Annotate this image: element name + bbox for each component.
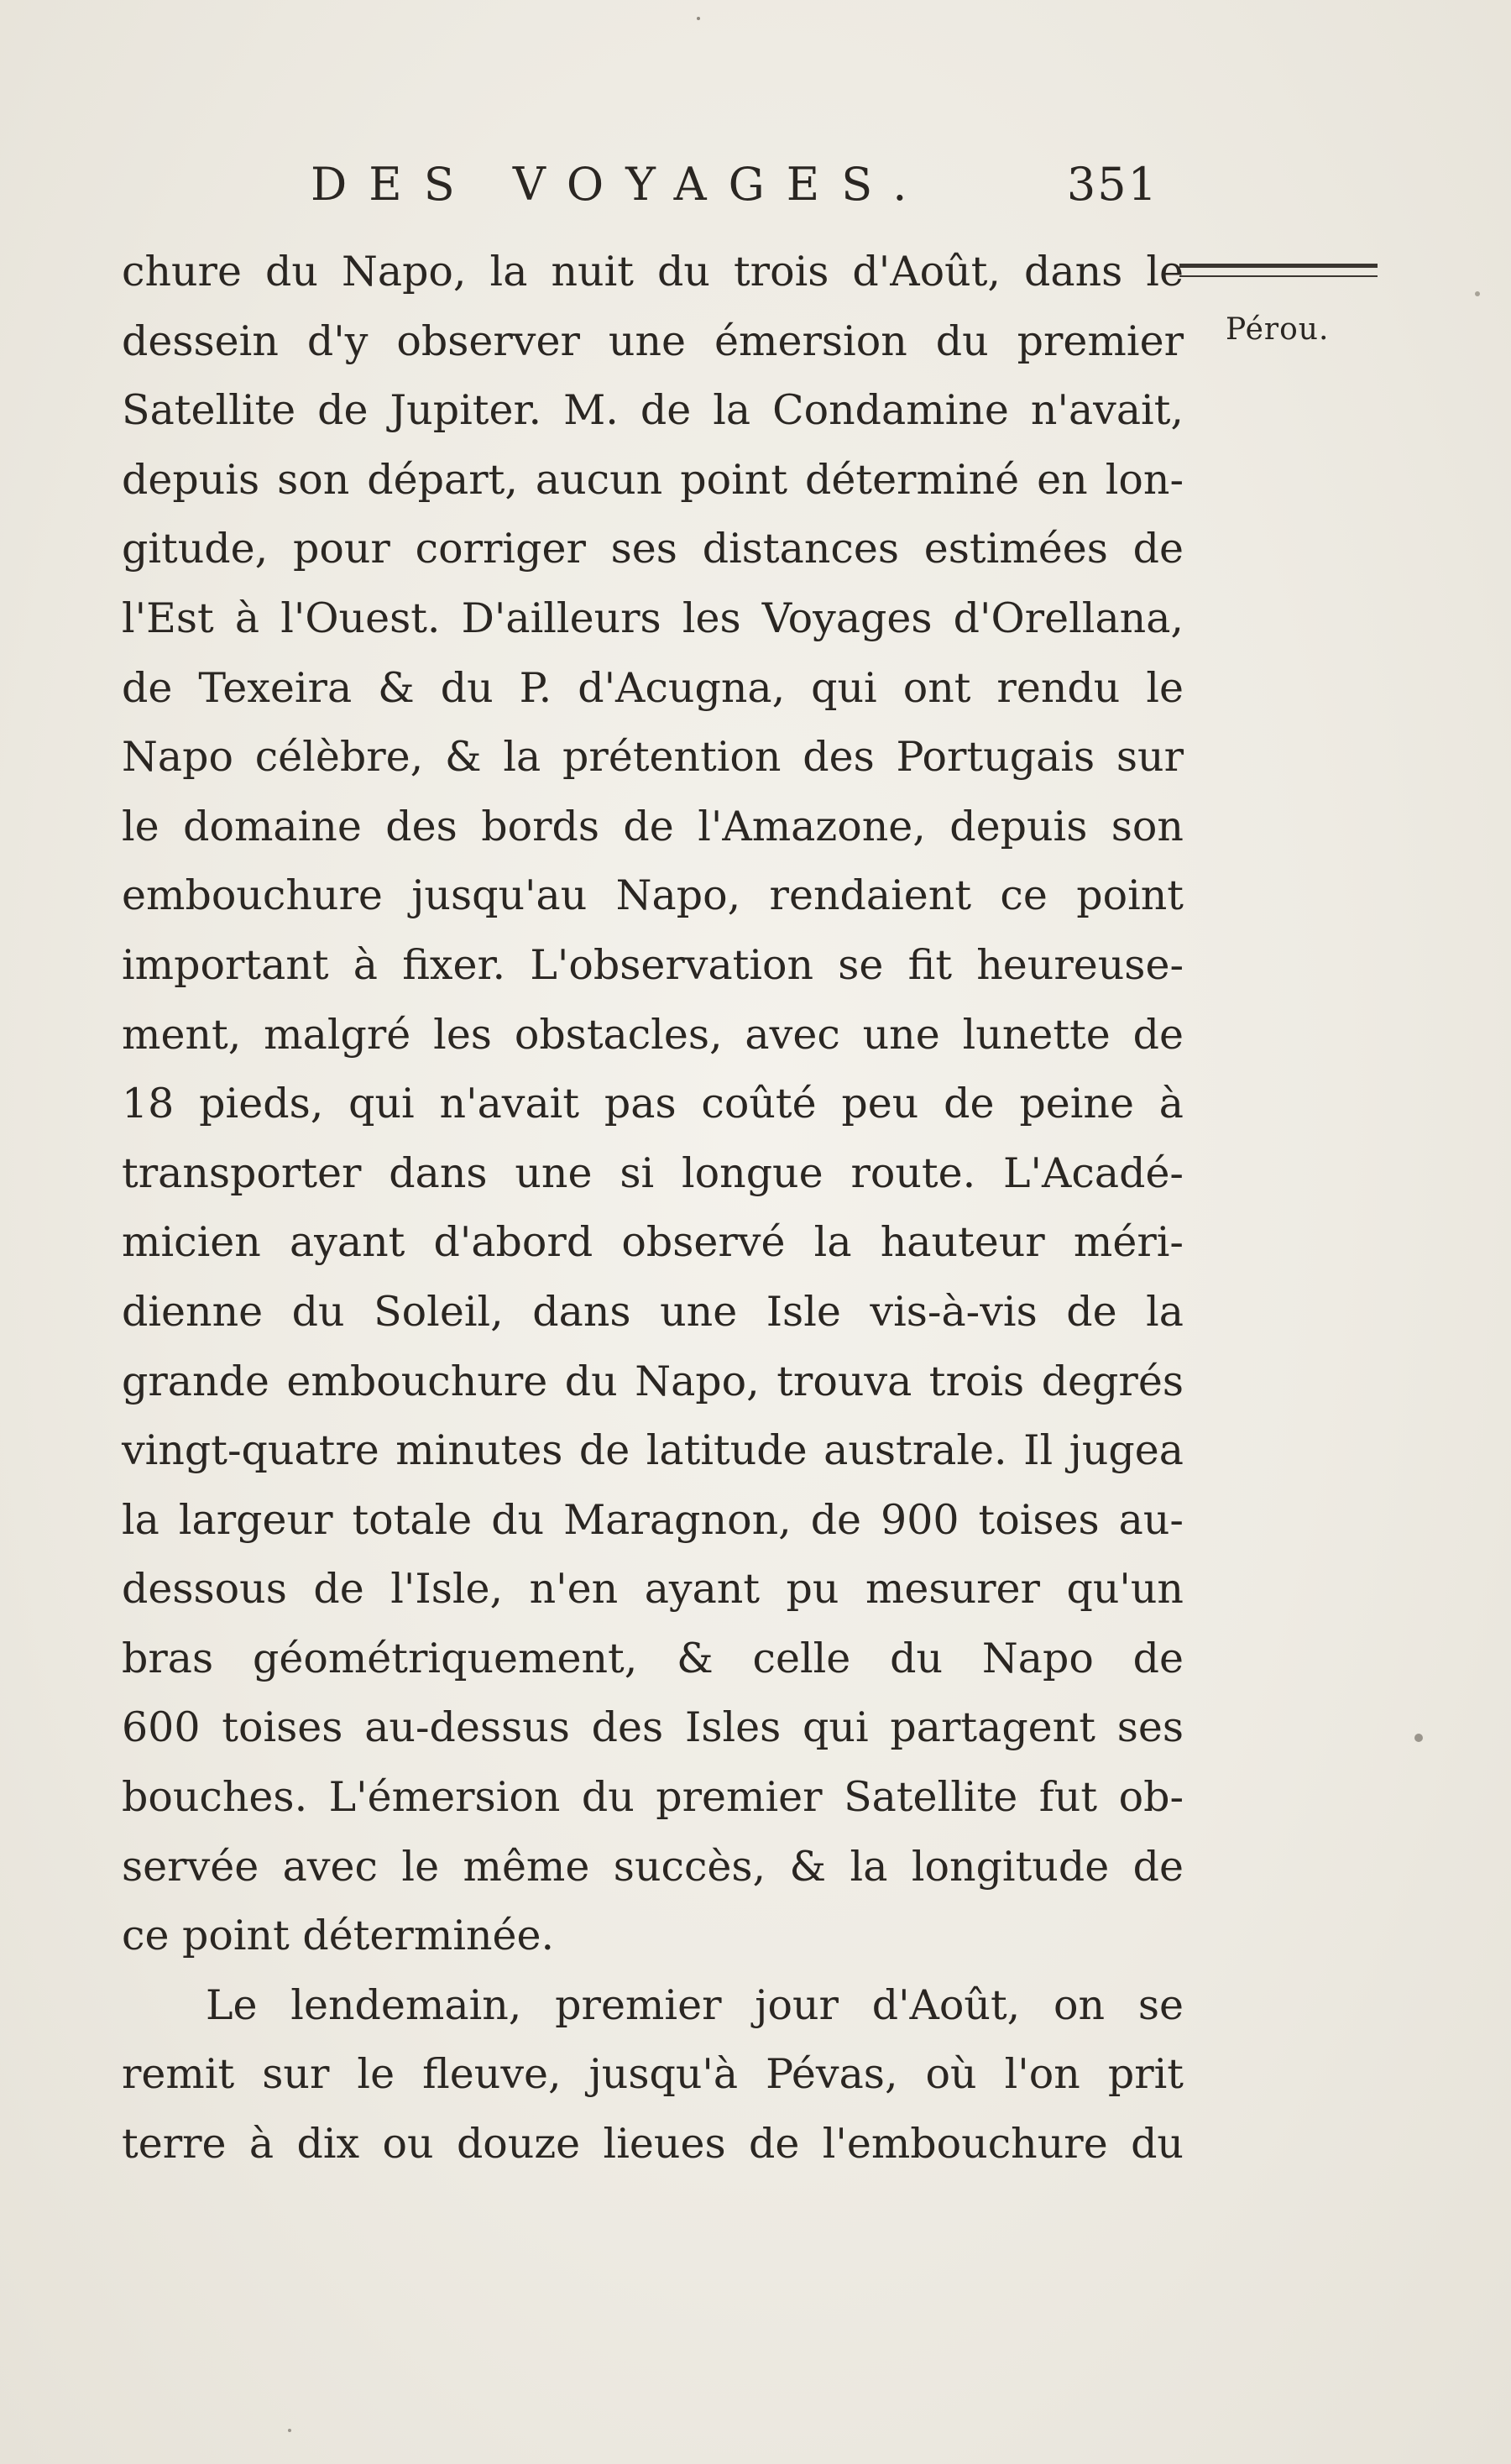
text-line: bouches. L'émersion du premier Satellite fut ob- — [122, 1773, 1184, 1822]
paragraph-end-line: ce point déterminée. — [122, 1912, 555, 1960]
running-title: DES VOYAGES. — [311, 158, 929, 211]
text-line: terre à dix ou douze lieues de l'embouchure du — [122, 2120, 1184, 2168]
text-line: l'Est à l'Ouest. D'ailleurs les Voyages d'Orellana, — [122, 594, 1184, 642]
margin-rule — [1179, 264, 1378, 277]
text-line: dessein d'y observer une émersion du premier — [122, 317, 1184, 365]
text-line: remit sur le fleuve, jusqu'à Pévas, où l'on prit — [122, 2050, 1184, 2099]
paper-speck — [288, 2429, 291, 2432]
text-line: dessous de l'Isle, n'en ayant pu mesurer qu'un — [122, 1565, 1184, 1614]
text-line: vingt-quatre minutes de latitude australe. Il jugea — [122, 1426, 1184, 1475]
text-line: Satellite de Jupiter. M. de la Condamine n'avait, — [122, 386, 1184, 435]
paper-speck — [1414, 1734, 1423, 1742]
margin-note: Pérou. — [1226, 312, 1330, 347]
text-line: dienne du Soleil, dans une Isle vis-à-vis de la — [122, 1287, 1184, 1336]
text-line: depuis son départ, aucun point déterminé en lon- — [122, 455, 1184, 504]
text-line: Napo célèbre, & la prétention des Portugais sur — [122, 733, 1184, 782]
text-line: chure du Napo, la nuit du trois d'Août, dans le — [122, 248, 1184, 296]
text-line: transporter dans une si longue route. L'Acadé- — [122, 1148, 1184, 1197]
text-line: 18 pieds, qui n'avait pas coûté peu de peine à — [122, 1080, 1184, 1128]
text-line: de Texeira & du P. d'Acugna, qui ont rendu le — [122, 663, 1184, 712]
text-line: micien ayant d'abord observé la hauteur méri- — [122, 1218, 1184, 1267]
text-line: ment, malgré les obstacles, avec une lunette de — [122, 1010, 1184, 1059]
text-line: servée avec le même succès, & la longitude de — [122, 1842, 1184, 1891]
text-line: gitude, pour corriger ses distances estimées de — [122, 525, 1184, 573]
text-line: bras géométriquement, & celle du Napo de — [122, 1634, 1184, 1682]
text-line: grande embouchure du Napo, trouva trois degrés — [122, 1357, 1184, 1405]
paper-speck — [1475, 291, 1480, 296]
text-line: le domaine des bords de l'Amazone, depuis son — [122, 802, 1184, 850]
text-line: 600 toises au-dessus des Isles qui partagent ses — [122, 1703, 1184, 1752]
paper-speck — [697, 17, 700, 20]
page-number: 351 — [1066, 158, 1158, 211]
text-line: embouchure jusqu'au Napo, rendaient ce point — [122, 871, 1184, 920]
paragraph-start-line: Le lendemain, premier jour d'Août, on se — [206, 1980, 1184, 2029]
body-text — [122, 238, 1184, 2179]
text-line: la largeur totale du Maragnon, de 900 toises au- — [122, 1495, 1184, 1544]
text-line: important à fixer. L'observation se fit heureuse- — [122, 940, 1184, 989]
page-header — [311, 158, 1158, 217]
